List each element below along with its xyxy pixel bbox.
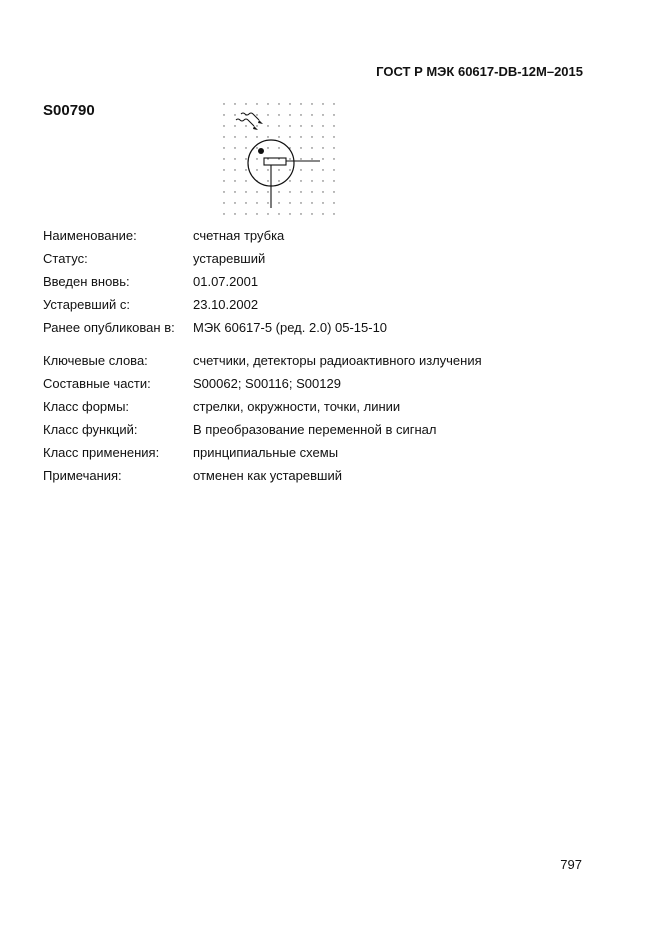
property-label: Класс функций: bbox=[43, 422, 138, 437]
property-value: стрелки, окружности, точки, линии bbox=[193, 399, 401, 414]
property-label: Устаревший с: bbox=[43, 297, 130, 312]
property-value: отменен как устаревший bbox=[193, 468, 342, 483]
property-label: Составные части: bbox=[43, 376, 151, 391]
property-value: счетчики, детекторы радиоактивного излучения bbox=[193, 353, 482, 368]
property-value: S00062; S00116; S00129 bbox=[193, 376, 341, 391]
document-header: ГОСТ Р МЭК 60617-DB-12M–2015 bbox=[376, 64, 583, 79]
property-value: 01.07.2001 bbox=[193, 274, 259, 289]
page-number: 797 bbox=[560, 857, 582, 872]
property-value: счетная трубка bbox=[193, 228, 285, 243]
property-label: Ключевые слова: bbox=[43, 353, 148, 368]
property-value: принципиальные схемы bbox=[193, 445, 339, 460]
property-label: Примечания: bbox=[43, 468, 122, 483]
property-label: Введен вновь: bbox=[43, 274, 130, 289]
property-label: Статус: bbox=[43, 251, 88, 266]
property-value: В преобразование переменной в сигнал bbox=[193, 422, 437, 437]
property-label: Класс формы: bbox=[43, 399, 130, 414]
property-label: Класс применения: bbox=[43, 445, 160, 460]
property-value: МЭК 60617-5 (ред. 2.0) 05-15-10 bbox=[193, 320, 388, 335]
counter-tube-symbol-icon bbox=[218, 100, 338, 220]
property-value: устаревший bbox=[193, 251, 266, 266]
property-value: 23.10.2002 bbox=[193, 297, 259, 312]
symbol-code: S00790 bbox=[43, 102, 95, 119]
property-label: Ранее опубликован в: bbox=[43, 320, 175, 335]
property-label: Наименование: bbox=[43, 228, 137, 243]
